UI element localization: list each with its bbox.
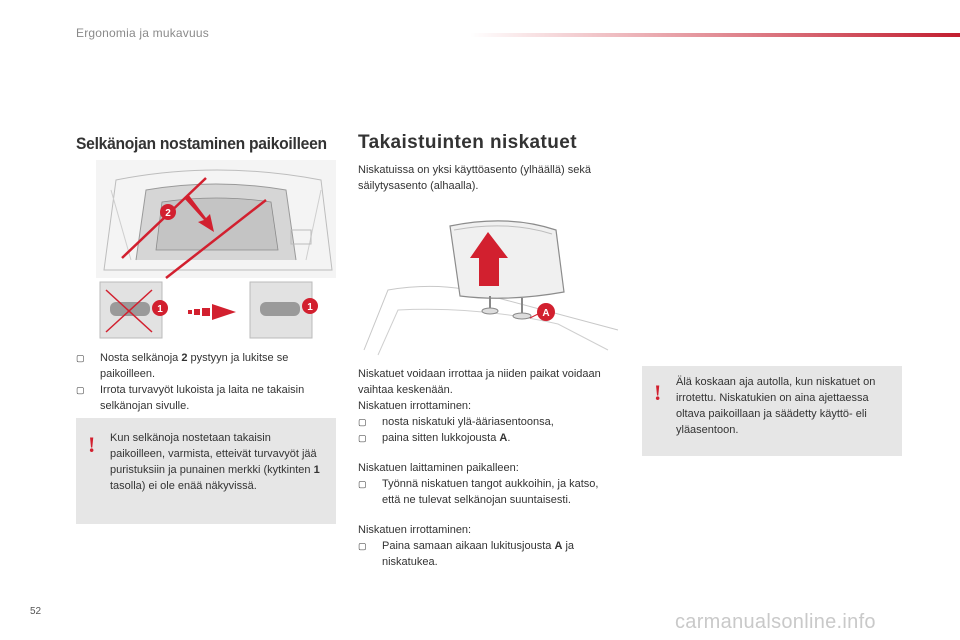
section-title-headrests: Takaistuinten niskatuet	[358, 132, 577, 153]
watermark: carmanualsonline.info	[675, 611, 876, 633]
removal-intro: Niskatuet voidaan irrottaa ja niiden paikat voidaan vaihtaa keskenään.	[358, 368, 601, 396]
warning-text-right: Älä koskaan aja autolla, kun niskatuet on irrotettu. Niskatukien on aina ajettaessa oltava paikoillaan ja säädetty käyttö- eli yläasentoon.	[676, 376, 876, 436]
left-instructions	[76, 350, 338, 414]
callout-1a-label: 1	[157, 304, 163, 315]
callout-2-label: 2	[165, 208, 171, 219]
running-header: Ergonomia ja mukavuus	[76, 26, 209, 40]
checkbox-bullet-icon: ▢	[76, 353, 85, 363]
checkbox-bullet-icon: ▢	[358, 479, 367, 489]
section-title-backrest: Selkänojan nostaminen paikoilleen	[76, 134, 327, 153]
warning-icon: !	[88, 432, 96, 457]
page-number: 52	[30, 606, 42, 617]
backrest-illustration	[96, 160, 336, 340]
list-item: ▢ Paina samaan aikaan lukitusjousta A ja niskatukea.	[358, 540, 575, 568]
refit-heading: Niskatuen laittaminen paikalleen:	[358, 462, 519, 474]
list-item: ▢ nosta niskatuki ylä-ääriasentoonsa,	[358, 416, 554, 428]
callout-a-label: A	[542, 308, 550, 319]
checkbox-bullet-icon: ▢	[358, 541, 367, 551]
headrest-illustration	[358, 210, 622, 360]
removal-heading: Niskatuen irrottaminen:	[358, 400, 472, 412]
warning-box-left	[76, 418, 336, 524]
list-item: ▢ Nosta selkänoja 2 pystyyn ja lukitse se paikoilleen.	[76, 352, 289, 380]
list-item: ▢ paina sitten lukkojousta A.	[358, 432, 511, 444]
callout-1b-label: 1	[307, 302, 313, 313]
checkbox-bullet-icon: ▢	[76, 385, 85, 395]
list-item: ▢ Työnnä niskatuen tangot aukkoihin, ja katso, että ne tulevat selkänojan suuntaisesti.	[358, 478, 599, 506]
list-item: ▢ Irrota turvavyöt lukoista ja laita ne takaisin selkänojan sivulle.	[76, 384, 305, 412]
checkbox-bullet-icon: ▢	[358, 417, 367, 427]
figure-backrest	[96, 160, 336, 340]
checkbox-bullet-icon: ▢	[358, 433, 367, 443]
headrest-instructions	[358, 366, 610, 570]
removal2-heading: Niskatuen irrottaminen:	[358, 524, 472, 536]
warning-text-left: Kun selkänoja nostetaan takaisin paikoilleen, varmista, etteivät turvavyöt jää puristuksiin ja punainen merkki (kytkinten 1 tasolla) ei ole enää näkyvissä.	[110, 432, 320, 492]
warning-icon: !	[654, 380, 662, 405]
header-accent-line	[470, 33, 960, 37]
warning-box-right	[642, 366, 902, 456]
headrest-intro: Niskatuissa on yksi käyttöasento (ylhäällä) sekä säilytysasento (alhaalla).	[358, 164, 591, 192]
figure-headrest	[358, 210, 622, 360]
